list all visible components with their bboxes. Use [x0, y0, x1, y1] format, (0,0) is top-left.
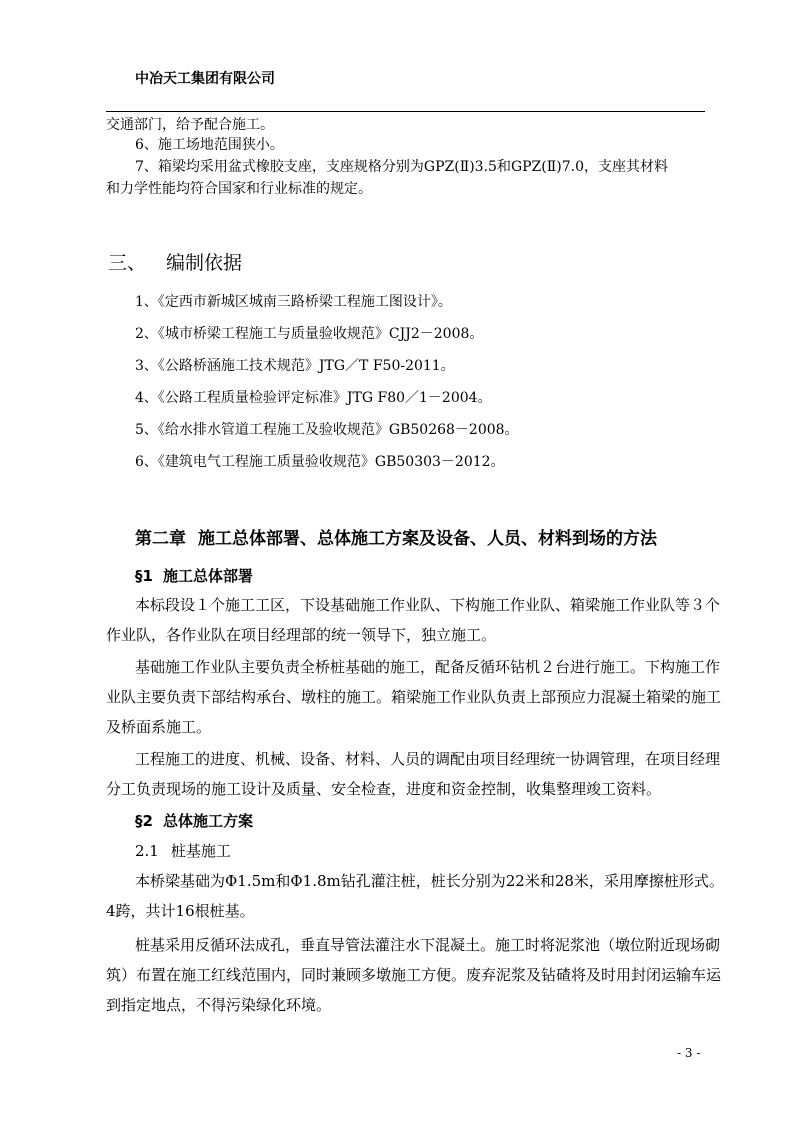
list-item-7-line-2: 和力学性能均符合国家和行业标准的规定。	[106, 181, 372, 197]
chapter-2-heading	[135, 524, 657, 549]
page-number: - 3 -	[677, 1046, 701, 1060]
paragraph-line: 到指定地点，不得污染绿化环境。	[106, 996, 332, 1014]
section-2-heading	[135, 810, 253, 831]
continued-line: 交通部门，给予配合施工。	[106, 117, 274, 133]
section-2-title: 总体施工方案	[162, 812, 253, 830]
subsection-title: 桩基施工	[170, 842, 231, 860]
section-3-heading	[108, 251, 242, 275]
paragraph-line: 本标段设１个施工工区，下设基础施工作业队、下构施工作业队、箱梁施工作业队等３个	[135, 596, 721, 614]
paragraph-line: 分工负责现场的施工设计及质量、安全检查，进度和资金控制，收集整理竣工资料。	[106, 780, 662, 798]
section-1-heading	[135, 565, 253, 586]
paragraph-line: 基础施工作业队主要负责全桥桩基础的施工，配备反循环钻机２台进行施工。下构施工作	[135, 658, 721, 676]
chapter-2-title: 施工总体部署、总体施工方案及设备、人员、材料到场的方法	[198, 529, 657, 549]
chapter-2-number: 第二章	[135, 529, 186, 549]
subsection-2-1-heading	[135, 840, 231, 862]
header-divider	[106, 111, 705, 112]
paragraph-line: 筑）布置在施工红线范围内，同时兼顾多墩施工方便。废弃泥浆及钻碴将及时用封闭运输车运	[106, 966, 722, 984]
paragraph-line: 4跨，共计16根桩基。	[106, 902, 255, 920]
section-3-title: 编制依据	[166, 252, 243, 274]
section-1-title: 施工总体部署	[162, 567, 253, 585]
paragraph-line: 桩基采用反循环法成孔，垂直导管法灌注水下混凝土。施工时将泥浆池（墩位附近现场砌	[135, 936, 721, 954]
section-2-number: §2	[135, 812, 153, 830]
paragraph-line: 作业队，各作业队在项目经理部的统一领导下，独立施工。	[106, 626, 497, 644]
list-item-6: 6、施工场地范围狭小。	[135, 137, 284, 153]
paragraph-line: 工程施工的进度、机械、设备、材料、人员的调配由项目经理统一协调管理，在项目经理	[135, 750, 721, 768]
section-1-number: §1	[135, 567, 153, 585]
subsection-number: 2.1	[135, 842, 159, 860]
section-3-number: 三、	[108, 252, 147, 274]
paragraph-line: 及桥面系施工。	[106, 718, 212, 736]
basis-item: 1、《定西市新城区城南三路桥梁工程施工图设计》。	[135, 294, 452, 310]
header-company-name: 中冶天工集团有限公司	[135, 71, 275, 87]
basis-item: 5、《给水排水管道工程施工及验收规范》GB50268－2008。	[135, 422, 519, 438]
basis-item: 4、《公路工程质量检验评定标准》JTG F80／1－2004。	[135, 390, 492, 406]
paragraph-line: 业队主要负责下部结构承台、墩柱的施工。箱梁施工作业队负责上部预应力混凝土箱梁的施工	[106, 688, 722, 706]
list-item-7-line-1: 7、箱梁均采用盆式橡胶支座，支座规格分别为GPZ(Ⅱ)3.5和GPZ(Ⅱ)7.0，支座其材料	[135, 159, 668, 175]
basis-item: 6、《建筑电气工程施工质量验收规范》GB50303－2012。	[135, 454, 505, 470]
paragraph-line: 本桥梁基础为Φ1.5m和Φ1.8m钻孔灌注桩，桩长分别为22米和28米，采用摩擦桩形式。	[135, 872, 724, 890]
basis-item: 3、《公路桥涵施工技术规范》JTG／T F50-2011。	[135, 358, 455, 374]
basis-item: 2、《城市桥梁工程施工与质量验收规范》CJJ2－2008。	[135, 326, 484, 342]
